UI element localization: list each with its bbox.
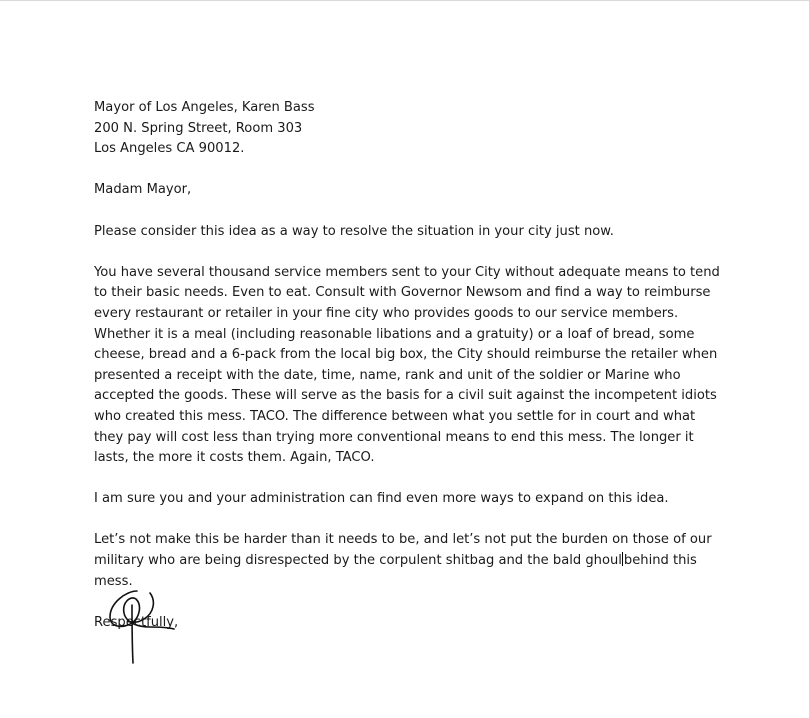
- paragraph-2: You have several thousand service members sent to your City without adequate means to tend to their basic needs. Even to eat. Consult with Governor Newsom and find a way to reimburse every restaurant or retailer in your fine city who provides goods to our service members. Whether it is a meal (including reasonable libations and a gratuity) or a loaf of bread, some cheese, bread and a 6-pack from the local big box, the City should reimburse the retailer when presented a receipt with the date, time, name, rank and unit of the soldier or Marine who accepted the goods. These will serve as the basis for a civil suit against the incompetent idiots who created this mess. TACO. The difference between what you settle for in court and what they pay will cost less than trying more conventional means to end this mess. The longer it lasts, the more it costs them. Again, TACO.: [94, 264, 720, 466]
- recipient-address: [94, 98, 724, 160]
- address-line-1: Mayor of Los Angeles, Karen Bass: [94, 100, 315, 115]
- letter-body[interactable]: [94, 98, 724, 654]
- paragraph-3: I am sure you and your administration can find even more ways to expand on this idea.: [94, 491, 669, 507]
- paragraph-4: [94, 530, 724, 592]
- paragraph-4-text-before-cursor: Let’s not make this be harder than it needs to be, and let’s not put the burden on those of our military who are being disrespected by the corpulent shitbag and the bald ghoul: [94, 532, 712, 569]
- address-line-3: Los Angeles CA 90012.: [94, 141, 245, 157]
- signature-stroke-stem: [132, 605, 133, 663]
- signature-icon: [104, 583, 178, 667]
- closing: Respectfully,: [94, 614, 179, 630]
- paragraph-1: Please consider this idea as a way to resolve the situation in your city just now.: [94, 223, 614, 239]
- signature-stroke-loop: [110, 591, 174, 629]
- salutation: Madam Mayor,: [94, 182, 192, 198]
- paragraph-4-text-after-cursor: behind this mess.: [94, 553, 697, 589]
- address-line-2: 200 N. Spring Street, Room 303: [94, 120, 303, 136]
